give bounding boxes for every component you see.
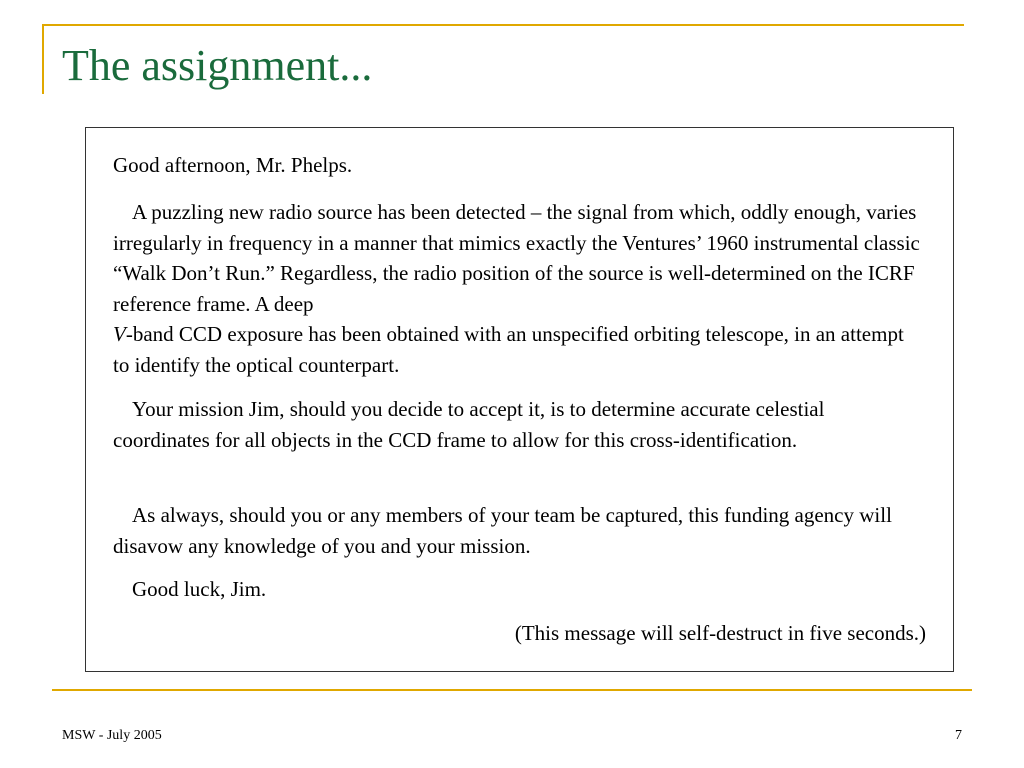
- footer-author-date: MSW - July 2005: [62, 728, 162, 743]
- left-accent-rule: [42, 24, 44, 94]
- top-accent-rule: [42, 24, 964, 26]
- message-paragraph-mission: Your mission Jim, should you decide to accept it, is to determine accurate celestial coordinates for all objects in the CCD frame to allow for this cross-identification.: [113, 397, 825, 452]
- slide-title: The assignment...: [62, 41, 373, 90]
- message-box: [85, 127, 954, 672]
- radio-source-text-part2: -band CCD exposure has been obtained with an unspecified orbiting telescope, in an attempt to identify the optical counterpart.: [113, 322, 904, 377]
- message-closing: Good luck, Jim.: [132, 577, 267, 601]
- message-paragraph-disavow: As always, should you or any members of your team be captured, this funding agency will disavow any knowledge of you and your mission.: [113, 503, 892, 558]
- message-postscript: (This message will self-destruct in five seconds.): [514, 621, 926, 645]
- band-letter: V: [113, 322, 126, 346]
- radio-source-text-part1: A puzzling new radio source has been detected – the signal from which, oddly enough, varies irregularly in frequency in a manner that mimics exactly the Ventures’ 1960 instrumental classic “Walk Don’t Run.” Regardless, the radio position of the source is well-determined on the ICRF reference frame. A deep: [113, 200, 920, 316]
- bottom-accent-rule: [52, 689, 972, 691]
- message-greeting: Good afternoon, Mr. Phelps.: [113, 153, 353, 177]
- message-paragraph-radio-source: [113, 197, 921, 380]
- footer-page-number: 7: [955, 728, 962, 743]
